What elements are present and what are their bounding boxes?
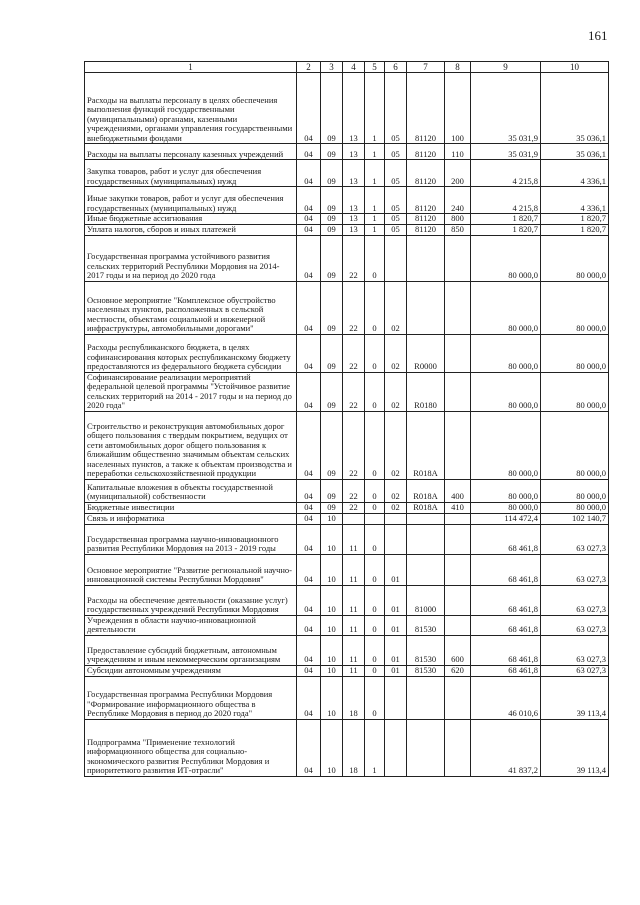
header-row: [85, 62, 609, 73]
subprogram-code: 1: [365, 73, 385, 144]
section-code: 04: [297, 635, 321, 665]
table-row: [85, 524, 609, 554]
activity-code: 01: [385, 554, 407, 585]
section-code: 04: [297, 665, 321, 676]
table-row: [85, 502, 609, 513]
expense-name: Основное мероприятие "Развитие региональной научно-инновационной системы Республики Мордовия": [85, 554, 297, 585]
amount-2018: 80 000,0: [471, 281, 541, 334]
subprogram-code: [365, 513, 385, 524]
expense-type-code: [445, 411, 471, 479]
expense-type-code: [445, 513, 471, 524]
section-code: 04: [297, 615, 321, 635]
activity-code: 05: [385, 187, 407, 214]
expense-name: Основное мероприятие "Комплексное обустройство населенных пунктов, расположенных в сельской местности, объектами социальной и инженерной инфраструктуры, автомобильными дорогами": [85, 281, 297, 334]
expense-name: Учреждения в области научно-инновационной деятельности: [85, 615, 297, 635]
program-code: 11: [343, 665, 365, 676]
amount-2019: 80 000,0: [541, 502, 609, 513]
amount-2019: 80 000,0: [541, 479, 609, 502]
amount-2019: 1 820,7: [541, 214, 609, 225]
column-header: 6: [385, 62, 407, 73]
activity-code: 02: [385, 372, 407, 411]
activity-code: [385, 676, 407, 719]
amount-2019: 80 000,0: [541, 334, 609, 372]
expense-type-code: [445, 524, 471, 554]
amount-2018: 80 000,0: [471, 479, 541, 502]
expense-type-code: [445, 585, 471, 615]
column-header: 1: [85, 62, 297, 73]
expense-type-code: [445, 615, 471, 635]
direction-code: R018А: [407, 479, 445, 502]
subprogram-code: 0: [365, 554, 385, 585]
section-code: 04: [297, 235, 321, 281]
table-row: [85, 214, 609, 225]
program-code: 13: [343, 73, 365, 144]
amount-2019: 4 336,1: [541, 160, 609, 187]
expense-type-code: 240: [445, 187, 471, 214]
column-header: 9: [471, 62, 541, 73]
subprogram-code: 0: [365, 235, 385, 281]
column-header: 2: [297, 62, 321, 73]
amount-2018: 80 000,0: [471, 411, 541, 479]
table-row: [85, 585, 609, 615]
section-code: 04: [297, 73, 321, 144]
amount-2018: 80 000,0: [471, 372, 541, 411]
section-code: 04: [297, 676, 321, 719]
amount-2019: 80 000,0: [541, 235, 609, 281]
activity-code: 02: [385, 502, 407, 513]
table-row: [85, 554, 609, 585]
amount-2019: 39 113,4: [541, 676, 609, 719]
expense-name: Государственная программа научно-инновационного развития Республики Мордовия на 2013 - 2019 годы: [85, 524, 297, 554]
table-row: [85, 411, 609, 479]
direction-code: [407, 524, 445, 554]
amount-2018: 41 837,2: [471, 719, 541, 776]
subprogram-code: 0: [365, 585, 385, 615]
table-row: [85, 479, 609, 502]
direction-code: 81120: [407, 160, 445, 187]
program-code: 22: [343, 502, 365, 513]
amount-2018: 68 461,8: [471, 635, 541, 665]
column-header: 8: [445, 62, 471, 73]
program-code: 13: [343, 144, 365, 160]
amount-2019: 4 336,1: [541, 187, 609, 214]
amount-2019: 35 036,1: [541, 73, 609, 144]
subprogram-code: 0: [365, 524, 385, 554]
activity-code: [385, 719, 407, 776]
subsection-code: 09: [321, 372, 343, 411]
section-code: 04: [297, 502, 321, 513]
amount-2018: 35 031,9: [471, 144, 541, 160]
amount-2019: 63 027,3: [541, 554, 609, 585]
activity-code: 02: [385, 411, 407, 479]
subprogram-code: 0: [365, 502, 385, 513]
expense-name: Расходы на выплаты персоналу в целях обеспечения выполнения функций государственными (муниципальными) органами, казенными учреждениями, органами управления государственными внебюджетными фондами: [85, 73, 297, 144]
subsection-code: 09: [321, 411, 343, 479]
section-code: 04: [297, 719, 321, 776]
subprogram-code: 1: [365, 144, 385, 160]
direction-code: [407, 676, 445, 719]
table-row: [85, 719, 609, 776]
expense-name: Капитальные вложения в объекты государственной (муниципальной) собственности: [85, 479, 297, 502]
activity-code: 05: [385, 214, 407, 225]
expense-type-code: [445, 334, 471, 372]
expense-name: Бюджетные инвестиции: [85, 502, 297, 513]
program-code: [343, 513, 365, 524]
subsection-code: 10: [321, 719, 343, 776]
activity-code: 05: [385, 144, 407, 160]
activity-code: 01: [385, 665, 407, 676]
table-row: [85, 635, 609, 665]
activity-code: 02: [385, 334, 407, 372]
subsection-code: 09: [321, 160, 343, 187]
table-row: [85, 281, 609, 334]
program-code: 11: [343, 554, 365, 585]
activity-code: 05: [385, 73, 407, 144]
column-header: 7: [407, 62, 445, 73]
expense-type-code: 620: [445, 665, 471, 676]
section-code: 04: [297, 372, 321, 411]
section-code: 04: [297, 334, 321, 372]
direction-code: 81530: [407, 615, 445, 635]
subprogram-code: 1: [365, 160, 385, 187]
table-row: [85, 676, 609, 719]
subsection-code: 09: [321, 479, 343, 502]
program-code: 13: [343, 160, 365, 187]
amount-2018: 80 000,0: [471, 334, 541, 372]
subsection-code: 09: [321, 502, 343, 513]
activity-code: 02: [385, 479, 407, 502]
amount-2018: 68 461,8: [471, 665, 541, 676]
subprogram-code: 0: [365, 615, 385, 635]
direction-code: [407, 281, 445, 334]
table-row: [85, 334, 609, 372]
amount-2018: 1 820,7: [471, 214, 541, 225]
expense-name: Расходы республиканского бюджета, в целях софинансирования которых республиканскому бюджету предоставляются из федерального бюджета субсидии: [85, 334, 297, 372]
expense-type-code: 850: [445, 224, 471, 235]
expense-name: Закупка товаров, работ и услуг для обеспечения государственных (муниципальных) нужд: [85, 160, 297, 187]
amount-2018: 80 000,0: [471, 235, 541, 281]
column-header: 5: [365, 62, 385, 73]
page-number: 161: [588, 28, 608, 43]
amount-2018: 46 010,6: [471, 676, 541, 719]
subprogram-code: 1: [365, 187, 385, 214]
subprogram-code: 0: [365, 665, 385, 676]
section-code: 04: [297, 585, 321, 615]
program-code: 13: [343, 214, 365, 225]
subprogram-code: 0: [365, 479, 385, 502]
program-code: 13: [343, 224, 365, 235]
amount-2018: 4 215,8: [471, 160, 541, 187]
table-row: [85, 73, 609, 144]
table-row: [85, 372, 609, 411]
subsection-code: 10: [321, 665, 343, 676]
direction-code: [407, 719, 445, 776]
subprogram-code: 0: [365, 411, 385, 479]
subprogram-code: 1: [365, 224, 385, 235]
subsection-code: 09: [321, 187, 343, 214]
activity-code: 01: [385, 615, 407, 635]
direction-code: 81000: [407, 585, 445, 615]
table-row: [85, 187, 609, 214]
expense-name: Государственная программа устойчивого развития сельских территорий Республики Мордовия на 2014-2017 годы и на период до 2020 года: [85, 235, 297, 281]
amount-2018: 68 461,8: [471, 615, 541, 635]
amount-2019: 63 027,3: [541, 615, 609, 635]
amount-2019: 39 113,4: [541, 719, 609, 776]
program-code: 22: [343, 235, 365, 281]
amount-2019: 35 036,1: [541, 144, 609, 160]
amount-2019: 63 027,3: [541, 635, 609, 665]
direction-code: R018А: [407, 411, 445, 479]
program-code: 11: [343, 615, 365, 635]
subsection-code: 09: [321, 224, 343, 235]
program-code: 22: [343, 479, 365, 502]
section-code: 04: [297, 144, 321, 160]
amount-2018: 35 031,9: [471, 73, 541, 144]
program-code: 22: [343, 411, 365, 479]
expense-type-code: [445, 676, 471, 719]
activity-code: 01: [385, 635, 407, 665]
amount-2019: 102 140,7: [541, 513, 609, 524]
expense-name: Государственная программа Республики Мордовия "Формирование информационного общества в Республике Мордовия в период до 2020 года": [85, 676, 297, 719]
direction-code: 81530: [407, 635, 445, 665]
subprogram-code: 0: [365, 372, 385, 411]
direction-code: [407, 554, 445, 585]
section-code: 04: [297, 224, 321, 235]
activity-code: [385, 235, 407, 281]
direction-code: 81120: [407, 187, 445, 214]
activity-code: 05: [385, 224, 407, 235]
expense-name: Субсидии автономным учреждениям: [85, 665, 297, 676]
direction-code: [407, 235, 445, 281]
subprogram-code: 0: [365, 635, 385, 665]
subsection-code: 09: [321, 334, 343, 372]
subprogram-code: 0: [365, 676, 385, 719]
expense-type-code: [445, 719, 471, 776]
expense-type-code: [445, 372, 471, 411]
expense-type-code: [445, 554, 471, 585]
activity-code: 01: [385, 585, 407, 615]
expense-type-code: 600: [445, 635, 471, 665]
amount-2018: 80 000,0: [471, 502, 541, 513]
subprogram-code: 1: [365, 719, 385, 776]
expense-type-code: [445, 281, 471, 334]
subsection-code: 10: [321, 676, 343, 719]
subsection-code: 09: [321, 73, 343, 144]
amount-2019: 63 027,3: [541, 665, 609, 676]
amount-2018: 68 461,8: [471, 585, 541, 615]
subsection-code: 09: [321, 281, 343, 334]
amount-2019: 1 820,7: [541, 224, 609, 235]
section-code: 04: [297, 187, 321, 214]
expense-type-code: 100: [445, 73, 471, 144]
expense-name: Иные бюджетные ассигнования: [85, 214, 297, 225]
table-row: [85, 615, 609, 635]
expense-name: Расходы на выплаты персоналу казенных учреждений: [85, 144, 297, 160]
table-row: [85, 160, 609, 187]
amount-2018: 68 461,8: [471, 554, 541, 585]
subsection-code: 10: [321, 554, 343, 585]
amount-2018: 114 472,4: [471, 513, 541, 524]
budget-table: [84, 61, 609, 777]
program-code: 22: [343, 372, 365, 411]
subsection-code: 10: [321, 635, 343, 665]
subprogram-code: 0: [365, 281, 385, 334]
subsection-code: 09: [321, 144, 343, 160]
expense-type-code: 800: [445, 214, 471, 225]
direction-code: R0180: [407, 372, 445, 411]
direction-code: 81120: [407, 224, 445, 235]
table-row: [85, 144, 609, 160]
direction-code: [407, 513, 445, 524]
section-code: 04: [297, 513, 321, 524]
subprogram-code: 0: [365, 334, 385, 372]
expense-name: Строительство и реконструкция автомобильных дорог общего пользования с твердым покрытием, ведущих от сети автомобильных дорог общего пользования к ближайшим общественно значимым объектам сельских населенных пунктов, а также к объектам производства и переработки сельскохозяйственной продукции: [85, 411, 297, 479]
program-code: 11: [343, 635, 365, 665]
direction-code: 81120: [407, 214, 445, 225]
table-row: [85, 235, 609, 281]
expense-name: Иные закупки товаров, работ и услуг для обеспечения государственных (муниципальных) нужд: [85, 187, 297, 214]
amount-2018: 68 461,8: [471, 524, 541, 554]
table-row: [85, 665, 609, 676]
direction-code: 81530: [407, 665, 445, 676]
amount-2019: 63 027,3: [541, 585, 609, 615]
subsection-code: 10: [321, 585, 343, 615]
expense-name: Предоставление субсидий бюджетным, автономным учреждениям и иным некоммерческим организациям: [85, 635, 297, 665]
program-code: 22: [343, 281, 365, 334]
section-code: 04: [297, 411, 321, 479]
program-code: 11: [343, 524, 365, 554]
direction-code: 81120: [407, 73, 445, 144]
section-code: 04: [297, 281, 321, 334]
table-row: [85, 224, 609, 235]
expense-type-code: 400: [445, 479, 471, 502]
amount-2018: 1 820,7: [471, 224, 541, 235]
expense-name: Софинансирование реализации мероприятий федеральной целевой программы "Устойчивое развитие сельских территорий на 2014 - 2017 годы и на период до 2020 года": [85, 372, 297, 411]
activity-code: [385, 513, 407, 524]
subsection-code: 10: [321, 615, 343, 635]
direction-code: 81120: [407, 144, 445, 160]
amount-2019: 80 000,0: [541, 281, 609, 334]
activity-code: [385, 524, 407, 554]
amount-2019: 80 000,0: [541, 372, 609, 411]
column-header: 10: [541, 62, 609, 73]
section-code: 04: [297, 554, 321, 585]
program-code: 18: [343, 676, 365, 719]
expense-type-code: 200: [445, 160, 471, 187]
section-code: 04: [297, 160, 321, 187]
expense-type-code: [445, 235, 471, 281]
program-code: 18: [343, 719, 365, 776]
subsection-code: 10: [321, 524, 343, 554]
amount-2018: 4 215,8: [471, 187, 541, 214]
amount-2019: 80 000,0: [541, 411, 609, 479]
section-code: 04: [297, 214, 321, 225]
subsection-code: 10: [321, 513, 343, 524]
program-code: 22: [343, 334, 365, 372]
expense-name: Расходы на обеспечение деятельности (оказание услуг) государственных учреждений Республики Мордовия: [85, 585, 297, 615]
expense-type-code: 110: [445, 144, 471, 160]
table-row: [85, 513, 609, 524]
expense-name: Уплата налогов, сборов и иных платежей: [85, 224, 297, 235]
subprogram-code: 1: [365, 214, 385, 225]
activity-code: 05: [385, 160, 407, 187]
expense-name: Подпрограмма "Применение технологий информационного общества для социально-экономического развития Республики Мордовия и приоритетного развития ИТ-отрасли": [85, 719, 297, 776]
column-header: 4: [343, 62, 365, 73]
direction-code: R018А: [407, 502, 445, 513]
expense-type-code: 410: [445, 502, 471, 513]
activity-code: 02: [385, 281, 407, 334]
subsection-code: 09: [321, 235, 343, 281]
section-code: 04: [297, 524, 321, 554]
amount-2019: 63 027,3: [541, 524, 609, 554]
program-code: 11: [343, 585, 365, 615]
direction-code: R0000: [407, 334, 445, 372]
column-header: 3: [321, 62, 343, 73]
program-code: 13: [343, 187, 365, 214]
expense-name: Связь и информатика: [85, 513, 297, 524]
section-code: 04: [297, 479, 321, 502]
subsection-code: 09: [321, 214, 343, 225]
